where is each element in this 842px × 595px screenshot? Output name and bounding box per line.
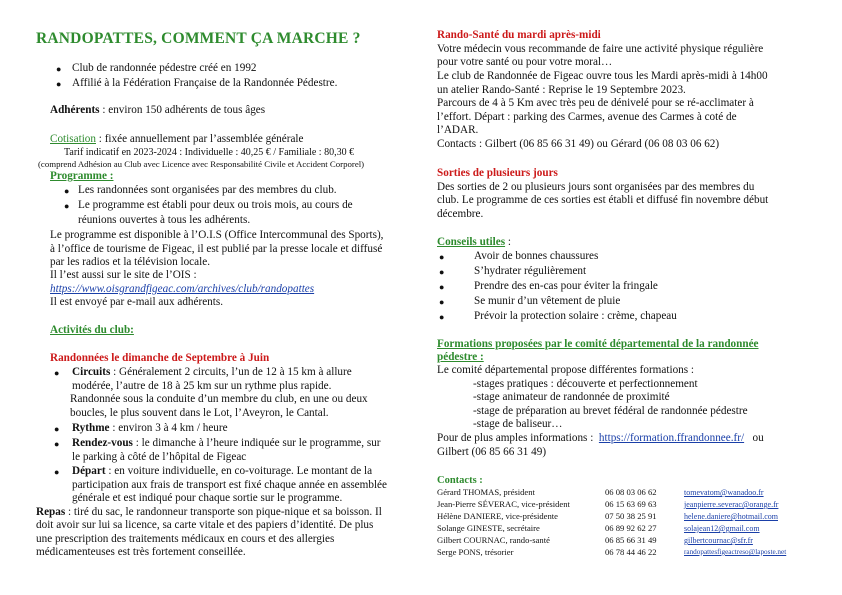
depart-line: participation aux frais de transport est fixé chaque année en assemblée (72, 479, 387, 491)
repas-line: une prescription des traitements médicaux en cours et des allergies (36, 533, 335, 545)
contact-email[interactable]: tomevatom@wanadoo.fr (684, 488, 764, 497)
bullet-icon: ● (439, 252, 445, 262)
contacts-heading: Contacts : (437, 475, 483, 486)
depart-line: générale et est indiqué pour chaque sortie sur le programme. (72, 492, 343, 504)
programme-line: Le programme est disponible à l’O.I.S (Office Intercommunal des Sports), (50, 229, 384, 241)
programme-email-line: Il est envoyé par e-mail aux adhérents. (50, 296, 224, 308)
formations-heading: Formations proposées par le comité départemental de la randonnée (437, 338, 759, 350)
formations-gilbert: Gilbert (06 85 66 31 49) (437, 446, 547, 458)
rando-sante-line: Parcours de 4 à 5 Km avec très peu de dénivelé pour se ré-acclimater à (437, 97, 754, 109)
conseil-item: Se munir d’un vêtement de pluie (474, 295, 621, 307)
contact-phone: 06 89 92 62 27 (605, 523, 657, 533)
rando-sante-line: pour votre santé ou pour votre moral… (437, 56, 613, 68)
conseil-item: Prendre des en-cas pour éviter la fringale (474, 280, 658, 292)
programme-heading: Programme : (50, 170, 114, 182)
formations-more: Pour de plus amples informations : https://formation.ffrandonnee.fr/ ou (437, 432, 764, 444)
contact-name: Hélène DANIERE, vice-présidente (437, 511, 558, 521)
contact-phone: 07 50 38 25 91 (605, 511, 657, 521)
sorties-line: club. Le programme de ces sorties est établi et diffusé fin novembre début (437, 194, 769, 206)
intro-bullet: Affilié à la Fédération Française de la Randonnée Pédestre. (72, 77, 338, 89)
sorties-line: décembre. (437, 208, 484, 220)
contact-email[interactable]: gilbertcournac@sfr.fr (684, 536, 753, 545)
rando-sante-line: Le club de Randonnée de Figeac ouvre tous les Mardi après-midi à 14h00 (437, 70, 768, 82)
contact-email[interactable]: helene.daniere@hotmail.com (684, 512, 778, 521)
rando-sante-contacts: Contacts : Gilbert (06 85 66 31 49) ou Gérard (06 08 03 06 62) (437, 138, 720, 150)
bullet-icon: ● (439, 312, 445, 322)
contact-name: Solange GINESTE, secrétaire (437, 523, 540, 533)
bullet-icon: ● (54, 424, 60, 434)
sorties-line: Des sorties de 2 ou plusieurs jours sont organisées par des membres du (437, 181, 755, 193)
programme-line: Il l’est aussi sur le site de l’OIS : (50, 269, 197, 281)
conseil-item: Prévoir la protection solaire : crème, chapeau (474, 310, 677, 322)
formation-item: -stages pratiques : découverte et perfectionnement (473, 378, 698, 390)
activites-heading: Activités du club: (50, 324, 134, 336)
bullet-icon: ● (439, 297, 445, 307)
rando-sante-heading: Rando-Santé du mardi après-midi (437, 29, 601, 41)
conseil-item: S’hydrater régulièrement (474, 265, 587, 277)
programme-line: par les radios et la télévision locale. (50, 256, 210, 268)
formation-item: -stage animateur de randonnée de proximité (473, 391, 670, 403)
tarif-line: Tarif indicatif en 2023-2024 : Individuelle : 40,25 € / Familiale : 80,30 € (64, 147, 355, 158)
bullet-icon: ● (54, 439, 60, 449)
sorties-heading: Sorties de plusieurs jours (437, 167, 558, 179)
contact-phone: 06 85 66 31 49 (605, 535, 657, 545)
programme-bullet: Le programme est établi pour deux ou trois mois, au cours de (78, 199, 353, 211)
contact-email[interactable]: solajean12@gmail.com (684, 524, 760, 533)
rando-sante-line: un atelier Rando-Santé : Reprise le 19 Septembre 2023. (437, 84, 686, 96)
bullet-icon: ● (439, 282, 445, 292)
conseil-item: Avoir de bonnes chaussures (474, 250, 599, 262)
repas-line: médicamenteuses est très fortement conseillée. (36, 546, 246, 558)
programme-bullet: Les randonnées sont organisées par des membres du club. (78, 184, 337, 196)
circuits-line: boucles, le plus souvent dans le Lot, l’Aveyron, le Cantal. (70, 407, 329, 419)
bullet-icon: ● (56, 79, 62, 89)
circuits-line: Randonnée sous la conduite d’un membre du club, en une ou deux (70, 393, 368, 405)
conseils-heading: Conseils utiles : (437, 236, 511, 248)
rdv-line: Rendez-vous : le dimanche à l’heure indiquée sur le programme, sur (72, 437, 381, 449)
bullet-icon: ● (54, 368, 60, 378)
depart-line: Départ : en voiture individuelle, en co-voiturage. Le montant de la (72, 465, 373, 477)
contact-name: Serge PONS, trésorier (437, 547, 514, 557)
contact-name: Gérard THOMAS, président (437, 487, 535, 497)
contact-phone: 06 78 44 46 22 (605, 547, 657, 557)
rando-sante-line: l’effort. Départ : parking des Carmes, avenue des Carmes à coté de (437, 111, 737, 123)
rando-sante-line: Votre médecin vous recommande de faire une activité physique régulière (437, 43, 764, 55)
page-title: RANDOPATTES, COMMENT ÇA MARCHE ? (36, 30, 361, 47)
bullet-icon: ● (64, 201, 70, 211)
circuits-line: Circuits : Généralement 2 circuits, l’un de 12 à 15 km à allure (72, 366, 352, 378)
programme-bullet-cont: réunions ouvertes à tous les adhérents. (78, 214, 251, 226)
repas-line: Repas : tiré du sac, le randonneur transporte son pique-nique et sa boisson. Il (36, 506, 382, 518)
cotisation-line: Cotisation : fixée annuellement par l’assemblée générale (50, 133, 304, 145)
rando-sante-line: l’ADAR. (437, 124, 479, 136)
tarif-note: (comprend Adhésion au Club avec Licence avec Responsabilité Civile et Accident Corporel) (38, 159, 365, 169)
contact-email[interactable]: jeanpierre.severac@orange.fr (684, 500, 779, 509)
formation-item: -stage de préparation au brevet fédéral de randonnée pédestre (473, 405, 748, 417)
contact-name: Gilbert COURNAC, rando-santé (437, 535, 550, 545)
formations-intro: Le comité départemental propose différentes formations : (437, 364, 695, 376)
formation-link[interactable]: https://formation.ffrandonnee.fr/ (598, 432, 745, 444)
formations-heading-cont: pédestre : (437, 351, 484, 363)
formation-item: -stage de baliseur… (473, 418, 563, 430)
contact-phone: 06 08 03 06 62 (605, 487, 657, 497)
circuits-line: modérée, l’autre de 18 à 25 km sur un rythme plus rapide. (72, 380, 332, 392)
adherents-line: Adhérents : environ 150 adhérents de tous âges (50, 104, 266, 116)
rdv-line: le parking à côté de l’hôpital de Figeac (72, 451, 247, 463)
contact-name: Jean-Pierre SÉVERAC, vice-président (437, 499, 570, 509)
contact-phone: 06 15 63 69 63 (605, 499, 657, 509)
ois-link[interactable]: https://www.oisgrandfigeac.com/archives/club/randopattes (50, 283, 315, 295)
repas-line: doit avoir sur lui sa licence, sa carte vitale et des papiers d’identité. De plus (36, 519, 374, 531)
intro-bullet: Club de randonnée pédestre créé en 1992 (72, 62, 257, 74)
bullet-icon: ● (439, 267, 445, 277)
contact-email[interactable]: randopattesfigeactreso@laposte.net (684, 548, 787, 556)
contacts-table (437, 487, 807, 559)
dimanche-heading: Randonnées le dimanche de Septembre à Juin (50, 352, 270, 364)
rythme-line: Rythme : environ 3 à 4 km / heure (72, 422, 228, 434)
programme-line: à l’office de tourisme de Figeac, il est publié par la presse locale et diffusé (50, 243, 383, 255)
bullet-icon: ● (56, 64, 62, 74)
bullet-icon: ● (54, 467, 60, 477)
bullet-icon: ● (64, 186, 70, 196)
